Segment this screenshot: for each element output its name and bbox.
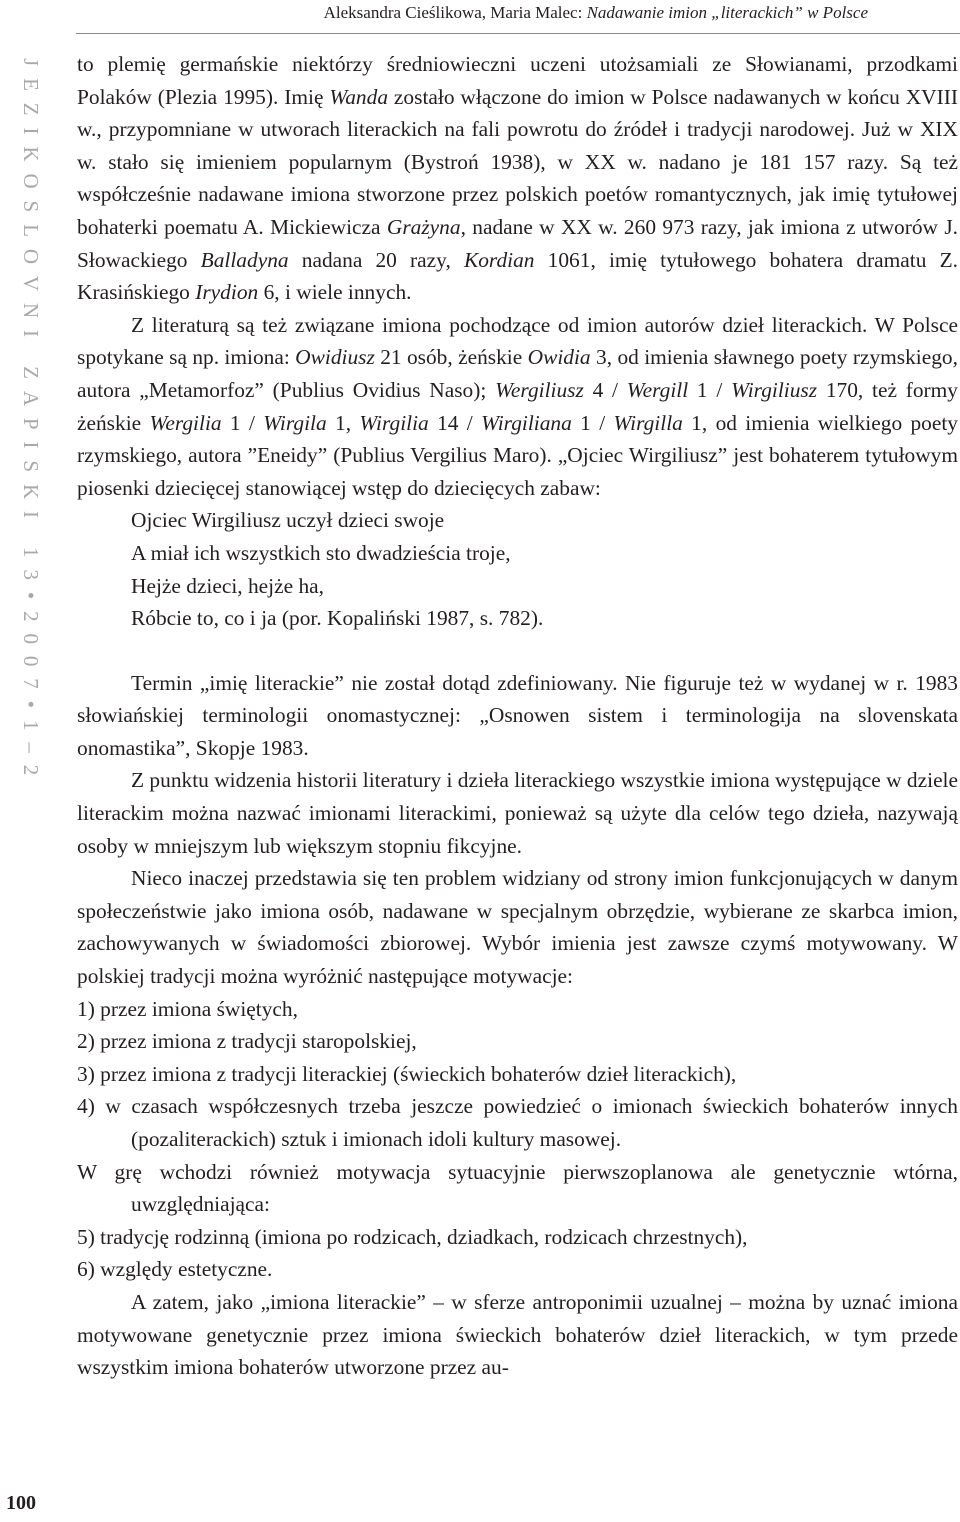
text-run: 6, i wiele innych. — [258, 280, 412, 305]
text-run: 1 / — [688, 377, 732, 402]
list-item — [77, 1058, 958, 1091]
text-run: 1 / — [221, 410, 264, 435]
header-title: Nadawanie imion „literackich” w Polsce — [586, 3, 868, 22]
text-run: 1 / — [571, 410, 614, 435]
list-item — [77, 1025, 958, 1058]
text-run: 2) przez imiona z tradycji staropolskiej, — [77, 1029, 417, 1054]
text-run: Róbcie to, co i ja (por. Kopaliński 1987, s. 782). — [131, 606, 544, 631]
text-run: 3, od imienia sławnego poety rzymskiego, autora „Metamorfoz” (Publius Ovidius Naso); — [77, 345, 958, 402]
text-run: 5) tradycję rodzinną (imiona po rodzicach, dziadkach, rodzicach chrzestnych), — [77, 1224, 748, 1249]
text-run: Z literaturą są też związane imiona pochodzące od imion autorów dzieł literackich. W Polsce spotykane są np. imiona: — [77, 312, 958, 370]
list-item — [77, 1253, 958, 1286]
text-run: nadana 20 razy, — [288, 247, 464, 272]
italic-name: Wergiliusz — [495, 377, 584, 402]
paragraph — [77, 764, 958, 862]
text-run: 6) względy estetyczne. — [77, 1257, 273, 1282]
text-run: Nieco inaczej przedstawia się ten problem widziany od strony imion funkcjonujących w danym społeczeństwie jako imiona osób, nadawane w specjalnym obrzędzie, wybierane ze skarbca imion, zachowywanych w świadomości zbiorowej. Wybór imienia jest zawsze czymś motywowany. W polskiej tradycji można wyróżnić następujące motywacje: — [77, 866, 958, 989]
paragraph — [77, 48, 958, 309]
text-run: 1061, imię tytułowego bohatera dramatu Z. Krasińskiego — [77, 247, 958, 305]
text-run: 1, — [326, 410, 360, 435]
text-run: Termin „imię literackie” nie został dotąd zdefiniowany. Nie figuruje też w wydanej w r. 1983 słowiańskiej terminologii onomastycznej: „Osnowen sistem i terminologija na slovenskata onomastika”, Skopje 1983. — [77, 670, 958, 760]
page-number: 100 — [6, 1492, 36, 1514]
italic-name: Balladyna — [200, 247, 289, 272]
text-run: Hejże dzieci, hejże ha, — [131, 573, 324, 598]
header-text — [324, 3, 868, 23]
running-header — [0, 0, 960, 38]
italic-name: Owidia — [527, 345, 591, 370]
italic-name: Wirgiliusz — [731, 377, 818, 402]
verse-line — [131, 602, 958, 635]
text-run: A miał ich wszystkich sto dwadzieścia troje, — [131, 540, 511, 565]
italic-name: Grażyna — [386, 214, 461, 239]
text-run: 1) przez imiona świętych, — [77, 996, 298, 1021]
italic-name: Irydion — [195, 280, 259, 305]
paragraph — [77, 862, 958, 992]
body-text — [77, 48, 958, 1384]
list-item — [77, 1156, 958, 1221]
text-run: A zatem, jako „imiona literackie” – w sferze antroponimii uzualnej – można by uznać imiona motywowane genetycznie przez imiona świeckich bohaterów dzieł literackich, w tym przede wszystkim imiona bohaterów utworzone przez au- — [77, 1289, 958, 1380]
text-run: zostało włączone do imion w Polsce nadawanych w końcu XVIII w., przypomniane w utworach literackich na fali powrotu do źródeł i tradycji narodowej. Już w XIX w. stało się imieniem popularnym (Bystroń 1938), w XX w. nadano je 181 157 razy. Są też współcześnie nadawane imiona stworzone przez polskich poetów romantycznych, jak imię tytułowej bohaterki poematu A. Mickiewicza — [77, 84, 958, 239]
italic-name: Wirgilia — [359, 410, 429, 435]
verse-line — [131, 504, 958, 537]
text-run: , nadane w XX w. 260 973 razy, jak imiona z utworów J. Słowackiego — [77, 214, 958, 272]
text-run: 1, od imienia wielkiego poety rzymskiego, autora ”Eneidy” (Publius Vergilius Maro). „Ojciec Wirgiliusz” jest bohaterem tytułowym piosenki dziecięcej stanowiącej wstęp do dziecięcych zabaw: — [77, 410, 958, 500]
italic-name: Wergilia — [149, 410, 222, 435]
text-run: 170, też formy żeńskie — [77, 377, 959, 435]
paragraph — [77, 309, 958, 505]
italic-name: Wanda — [329, 84, 389, 109]
verse-line — [131, 537, 958, 570]
list-item — [77, 993, 958, 1026]
verse-line — [131, 570, 958, 603]
text-run: 4 / — [583, 377, 627, 402]
italic-name: Owidiusz — [295, 345, 375, 370]
header-rule — [76, 33, 960, 34]
blank-line — [77, 635, 958, 667]
italic-name: Kordian — [463, 247, 535, 272]
text-run: 14 / — [428, 410, 482, 435]
paragraph — [77, 667, 958, 765]
italic-name: Wirgila — [263, 410, 327, 435]
text-run: 21 osób, żeńskie — [374, 345, 528, 370]
text-run: 4) w czasach współczesnych trzeba jeszcze powiedzieć o imionach świeckich bohaterów innych (pozaliterackich) sztuk i imionach idoli kultury masowej. — [77, 1094, 958, 1151]
paragraph — [77, 1286, 958, 1384]
list-item — [77, 1221, 958, 1254]
list-item — [77, 1090, 958, 1155]
text-run: to plemię germańskie niektórzy średniowieczni uczeni utożsamiali ze Słowianami, przodkami Polaków (Plezia 1995). Imię — [77, 52, 958, 109]
header-authors: Aleksandra Cieślikowa, Maria Malec: — [323, 3, 583, 22]
italic-name: Wirgilla — [613, 410, 683, 435]
italic-name: Wirgiliana — [481, 410, 572, 435]
text-run: W grę wchodzi również motywacja sytuacyjnie pierwszoplanowa ale genetycznie wtórna, uwzględniająca: — [77, 1159, 958, 1217]
journal-title: JEZIKOSLOVNI ZAPISKI 13•2007•1–2 — [19, 58, 43, 788]
text-run: Ojciec Wirgiliusz uczył dzieci swoje — [131, 508, 445, 533]
text-run: 3) przez imiona z tradycji literackiej (świeckich bohaterów dzieł literackich), — [77, 1061, 737, 1086]
italic-name: Wergill — [626, 377, 689, 402]
text-run: Z punktu widzenia historii literatury i dzieła literackiego wszystkie imiona występujące w dziele literackim można nazwać imionami literackimi, ponieważ są użyte dla celów tego dzieła, nazywają osoby w mniejszym lub większym stopniu fikcyjne. — [77, 768, 958, 858]
journal-sidebar — [11, 58, 51, 1468]
